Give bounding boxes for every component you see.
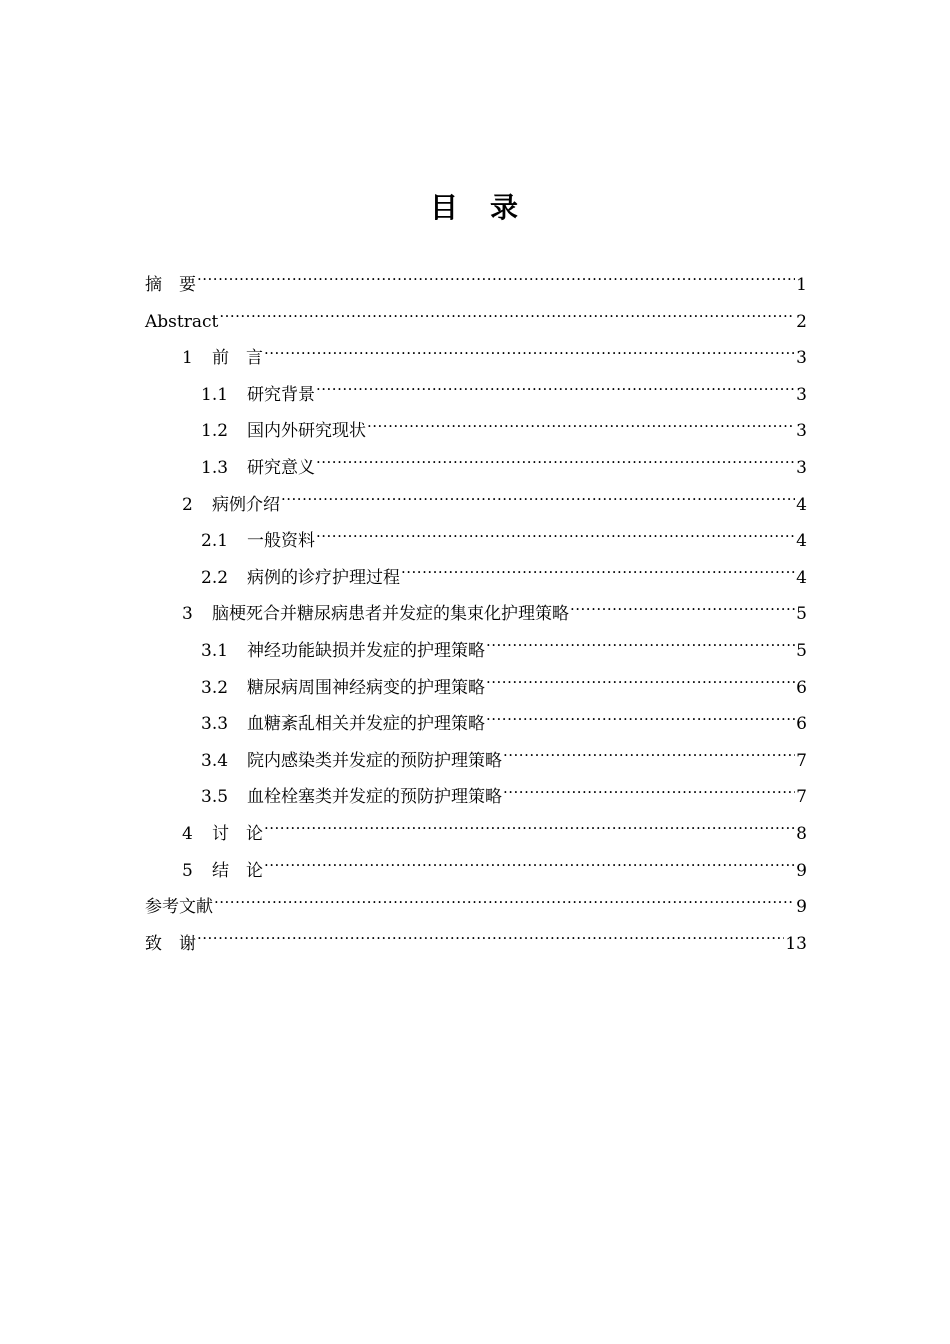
toc-entry-number: 2.2 bbox=[201, 567, 229, 588]
toc-entry-page: 13 bbox=[785, 933, 807, 954]
toc-entry-number: 3.1 bbox=[201, 640, 229, 661]
dot-leader bbox=[316, 456, 795, 473]
toc-entry-title: Abstract bbox=[145, 311, 219, 332]
toc-entry-page: 3 bbox=[796, 348, 807, 369]
dot-leader bbox=[219, 310, 795, 327]
toc-entry-number: 3.2 bbox=[201, 677, 229, 698]
toc-entry-number: 4 bbox=[182, 823, 193, 844]
toc-entry-page: 9 bbox=[796, 897, 807, 918]
toc-entry-page: 7 bbox=[796, 750, 807, 771]
dot-leader bbox=[264, 859, 795, 876]
toc-entry-page: 3 bbox=[796, 384, 807, 405]
toc-entry-title: 研究背景 bbox=[247, 384, 315, 405]
table-of-contents bbox=[145, 267, 807, 962]
toc-entry-number: 1.2 bbox=[201, 421, 229, 442]
toc-entry-number: 5 bbox=[182, 860, 193, 881]
toc-entry-number: 1.1 bbox=[201, 384, 229, 405]
toc-entry-page: 6 bbox=[796, 714, 807, 735]
toc-entry[interactable] bbox=[145, 743, 807, 780]
toc-entry[interactable] bbox=[145, 377, 807, 414]
toc-entry-page: 1 bbox=[796, 275, 807, 295]
toc-entry-title: 脑梗死合并糖尿病患者并发症的集束化护理策略 bbox=[212, 604, 569, 625]
toc-entry[interactable] bbox=[145, 706, 807, 743]
toc-entry-title: 摘 要 bbox=[145, 275, 196, 295]
dot-leader bbox=[401, 566, 795, 583]
toc-entry-number: 3.5 bbox=[201, 787, 229, 808]
toc-entry[interactable] bbox=[145, 413, 807, 450]
toc-entry-page: 9 bbox=[796, 860, 807, 881]
toc-entry[interactable] bbox=[145, 889, 807, 926]
toc-entry-page: 8 bbox=[796, 823, 807, 844]
toc-entry-number: 3 bbox=[182, 604, 193, 625]
toc-entry-page: 5 bbox=[796, 640, 807, 661]
dot-leader bbox=[197, 273, 795, 290]
toc-entry-page: 6 bbox=[796, 677, 807, 698]
dot-leader bbox=[316, 529, 795, 546]
toc-entry-title: 参考文献 bbox=[145, 897, 213, 918]
dot-leader bbox=[197, 932, 784, 949]
toc-entry[interactable] bbox=[145, 926, 807, 963]
dot-leader bbox=[486, 676, 795, 693]
toc-entry-title: 结 论 bbox=[212, 860, 263, 881]
toc-entry[interactable] bbox=[145, 560, 807, 597]
toc-entry-title: 血栓栓塞类并发症的预防护理策略 bbox=[247, 787, 502, 808]
toc-entry[interactable] bbox=[145, 633, 807, 670]
toc-entry-page: 5 bbox=[796, 604, 807, 625]
dot-leader bbox=[214, 895, 795, 912]
toc-entry-title: 病例的诊疗护理过程 bbox=[247, 567, 400, 588]
toc-entry-page: 3 bbox=[796, 457, 807, 478]
toc-entry-page: 3 bbox=[796, 421, 807, 442]
dot-leader bbox=[316, 383, 795, 400]
toc-entry[interactable] bbox=[145, 304, 807, 341]
toc-entry-page: 7 bbox=[796, 787, 807, 808]
toc-entry-page: 4 bbox=[796, 494, 807, 515]
toc-entry[interactable] bbox=[145, 596, 807, 633]
dot-leader bbox=[367, 419, 795, 436]
toc-entry-title: 神经功能缺损并发症的护理策略 bbox=[247, 640, 485, 661]
toc-entry-number: 2.1 bbox=[201, 531, 229, 552]
dot-leader bbox=[264, 822, 795, 839]
toc-entry-title: 一般资料 bbox=[247, 531, 315, 552]
toc-entry[interactable] bbox=[145, 670, 807, 707]
toc-entry-title: 国内外研究现状 bbox=[247, 421, 366, 442]
toc-entry-title: 讨 论 bbox=[212, 823, 263, 844]
toc-title: 目 录 bbox=[429, 191, 520, 224]
toc-entry-number: 1 bbox=[182, 348, 193, 369]
toc-entry-number: 1.3 bbox=[201, 457, 229, 478]
toc-entry-page: 2 bbox=[796, 311, 807, 332]
toc-entry[interactable] bbox=[145, 523, 807, 560]
toc-entry-number: 3.4 bbox=[201, 750, 229, 771]
dot-leader bbox=[281, 493, 795, 510]
toc-entry[interactable] bbox=[145, 450, 807, 487]
toc-entry[interactable] bbox=[145, 267, 807, 304]
dot-leader bbox=[503, 749, 795, 766]
toc-entry-title: 糖尿病周围神经病变的护理策略 bbox=[247, 677, 485, 698]
toc-entry[interactable] bbox=[145, 816, 807, 853]
toc-entry[interactable] bbox=[145, 340, 807, 377]
dot-leader bbox=[486, 639, 795, 656]
toc-entry-title: 前 言 bbox=[212, 348, 263, 369]
toc-entry-title: 血糖紊乱相关并发症的护理策略 bbox=[247, 714, 485, 735]
toc-entry[interactable] bbox=[145, 779, 807, 816]
dot-leader bbox=[570, 602, 795, 619]
toc-entry-number: 3.3 bbox=[201, 714, 229, 735]
toc-entry[interactable] bbox=[145, 487, 807, 524]
toc-entry-page: 4 bbox=[796, 531, 807, 552]
toc-entry-title: 研究意义 bbox=[247, 457, 315, 478]
toc-entry[interactable] bbox=[145, 853, 807, 890]
dot-leader bbox=[486, 712, 795, 729]
toc-entry-title: 病例介绍 bbox=[212, 494, 280, 515]
toc-entry-title: 致 谢 bbox=[145, 933, 196, 954]
toc-entry-page: 4 bbox=[796, 567, 807, 588]
dot-leader bbox=[264, 346, 795, 363]
toc-entry-number: 2 bbox=[182, 494, 193, 515]
toc-entry-title: 院内感染类并发症的预防护理策略 bbox=[247, 750, 502, 771]
dot-leader bbox=[503, 785, 795, 802]
